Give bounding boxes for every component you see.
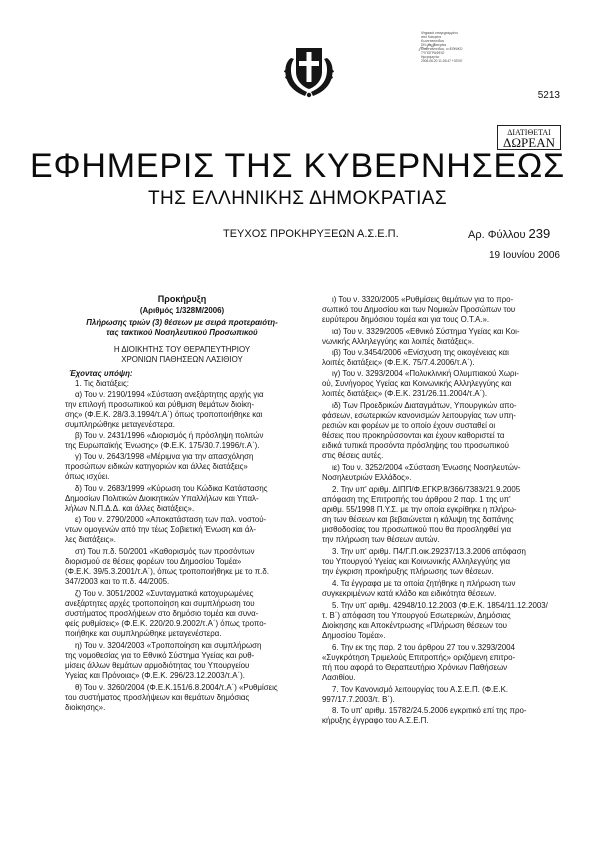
body-line: την έγκριση προκήρυξης πλήρωσης των θέσεων.: [322, 567, 494, 576]
body-line: Υγείας και Πρόνοιας» (Φ.Ε.Κ. 296/23.12.2003/τ.Α΄).: [65, 671, 245, 680]
issue-date: 19 Ιουνίου 2006: [489, 250, 560, 261]
body-line: Λασιθίου.: [322, 673, 356, 682]
body-line: γ) Του ν. 2643/1998 «Μέριμνα για την απασχόληση: [75, 452, 254, 461]
body-line: συστήματος προσλήψεων στο δημόσιο τομέα και συνα-: [65, 609, 259, 618]
body-line: θ) Του ν. 3260/2004 (Φ.Ε.Κ.151/6.8.2004/τ.Α΄) «Ρυθμίσεις: [75, 683, 278, 692]
body-line: την πλήρωση των θέσεων αυτών.: [322, 535, 440, 544]
body-line: ειδικά τυπικά προσόντα πρόσληψης του προσωπικού: [322, 441, 509, 450]
body-line: Δημοσίου Τομέα».: [322, 631, 386, 640]
body-line: β) Του ν. 2431/1996 «Διορισμός ή πρόσληψη πολιτών: [75, 431, 264, 440]
body-line: προσώπων ειδικών κατηγοριών και άλλες διατάξεις»: [65, 462, 248, 471]
sheet-label: Αρ. Φύλλου: [468, 229, 526, 241]
stamp-line: Kωνσταντινίδου, o=ΕΘΝΙΚΟ: [421, 47, 463, 51]
body-line: συμπληρώθηκε μεταγενέστερα.: [65, 420, 175, 429]
body-line: όπως ισχύει.: [65, 472, 110, 481]
body-line: την επιλογή προσωπικού και ρύθμιση θεμάτων διοίκη-: [65, 400, 255, 409]
stamp-line: Kωνσταντινίδου: [421, 39, 445, 43]
body-line: ιδ) Των Προεδρικών Διαταγμάτων, Υπουργικών απο-: [332, 401, 517, 410]
body-line: φάσεων, εσωτερικών κανονισμών λειτουργίας των υπη-: [322, 411, 516, 420]
body-line: 5. Την υπ' αριθμ. 42948/10.12.2003 (Φ.Ε.Κ. 1854/11.12.2003/: [332, 601, 548, 610]
body-line: κήρυξης έγγραφο του Α.Σ.Ε.Π.: [322, 716, 429, 725]
body-line: 347/2003 και το π.δ. 44/2005.: [65, 577, 170, 586]
body-line: μίσεις άλλων θεμάτων αρμοδιότητας του Υπουργείου: [65, 661, 250, 670]
body-line: λήλων Ν.Π.Δ.Δ. και άλλες διατάξεις».: [65, 504, 195, 513]
body-line: α) Του ν. 2190/1994 «Σύσταση ανεξάρτητης αρχής για: [75, 390, 264, 399]
body-line: φείς ρυθμίσεις» (Φ.Ε.Κ. 220/20.9.2002/τ.Α΄) όπως τροπο-: [65, 619, 267, 628]
body-line: σης» (Φ.Ε.Κ. 28/3.3.1994/τ.Α΄) όπως τροποποιήθηκε και: [65, 410, 263, 419]
body-line: 1. Τις διατάξεις:: [75, 379, 129, 388]
body-line: στις θέσεις αυτές.: [322, 451, 384, 460]
body-line: Νοσηλευτριών Ελλάδος».: [322, 473, 412, 482]
body-line: απόφαση της Επιτροπής του άρθρου 2 παρ. 1 της υπ': [322, 495, 511, 504]
sheet-number-group: [468, 227, 550, 242]
body-line: του Υπουργού Υγείας και Κοινωνικής Αλληλεγγύης για: [322, 557, 511, 566]
body-line: (Φ.Ε.Κ. 39/5.3.2001/τ.Α΄), όπως τροποποιήθηκε με το π.δ.: [65, 567, 269, 576]
notice-heading: Προκήρυξη: [157, 294, 207, 304]
body-line: μισθοδοσίας του προσωπικού που θα προσληφθεί για: [322, 525, 512, 534]
body-line: της νομοθεσίας για το Εθνικό Σύστημα Υγείας και ρυθ-: [65, 651, 255, 660]
stamp-line: ΤΥΠΟΓΡΑΦΕΙΟ: [421, 51, 445, 55]
body-line: συγκεκριμένων κατά κλάδο και ειδικότητα θέσεων.: [322, 589, 497, 598]
gazette-title: ΕΦΗΜΕΡΙΣ ΤΗΣ ΚΥΒΕΡΝΗΣΕΩΣ: [30, 147, 565, 185]
body-line: ρεσιών και φορέων με το οποίο έχουν συσταθεί οι: [322, 421, 496, 430]
body-line: λες διατάξεις».: [65, 535, 116, 544]
body-line: στ) Του π.δ. 50/2001 «Καθορισμός των προσόντων: [75, 547, 255, 556]
body-line: 6. Την εκ της παρ. 2 του άρθρου 27 του ν.3293/2004: [332, 643, 515, 652]
page-number: 5213: [537, 90, 560, 101]
body-line: διορισμού σε θέσεις φορέων του Δημοσίου Τομέα»: [65, 557, 242, 566]
body-line: 7. Τον Κανονισμό λειτουργίας του Α.Σ.Ε.Π. (Φ.Ε.Κ.: [332, 685, 509, 694]
body-line: λοιπές διατάξεις» (Φ.Ε.Κ. 75/7.4.2006/τ.Α΄).: [322, 358, 475, 367]
body-line: της Ευρωπαϊκής Ένωσης» (Φ.Ε.Κ. 175/30.7.1996/τ.Α΄).: [65, 441, 260, 450]
badge-top-text: ΔΙΑΤΙΘΕΤΑΙ: [507, 128, 551, 137]
badge-bottom-text: ΔΩΡΕΑΝ: [503, 135, 555, 150]
body-line: ού, Συνήγορος Υγείας και Κοινωνικής Αλληλεγγύης και: [322, 379, 512, 388]
notice-subject-line: τας τακτικού Νοσηλευτικού Προσωπικού: [106, 328, 258, 337]
body-line: 8. Το υπ' αριθμ. 15782/24.5.2006 εγκριτικό επί της προ-: [332, 706, 527, 715]
body-line: 2. Την υπ' αριθμ. ΔΙΠΠ/Φ.ΕΓΚΡ.8/366/7383/21.9.2005: [332, 485, 521, 494]
body-line: λοιπές διατάξεις» (Φ.Ε.Κ. 231/26.11.2004/τ.Α΄).: [322, 389, 488, 398]
body-line: σωπικό του Δημοσίου και των Νομικών Προσώπων του: [322, 305, 516, 314]
coat-of-arms-emblem: [283, 42, 335, 100]
sheet-number: 239: [528, 226, 551, 241]
stamp-line: Ημερομηνία:: [421, 55, 440, 59]
body-line: «Συγκρότηση Τριμελούς Επιτροπής» οριζόμενη επιτρο-: [322, 653, 516, 662]
body-line: 4. Τα έγγραφα με τα οποία ζητήθηκε η πλήρωση των: [332, 579, 516, 588]
body-line: διοίκησης».: [65, 703, 106, 712]
body-line: ια) Του ν. 3329/2005 «Εθνικό Σύστημα Υγείας και Κοι-: [332, 327, 520, 336]
body-line: ευρύτερου δημόσιου τομέα και για τους Ο.Τ.Α.».: [322, 315, 490, 324]
body-line: Δημοσίων Πολιτικών Διοικητικών Υπαλλήλων και Υπαλ-: [65, 494, 259, 503]
body-line: ανεξάρτητες αρχές τροποποίηση και συμπλήρωση του: [65, 599, 255, 608]
notice-number: (Αριθμός 1/328Μ/2006): [139, 306, 225, 315]
body-line: ζ) Του ν. 3051/2002 «Συνταγματικά κατοχυρωμένες: [75, 589, 254, 598]
body-line: η) Του ν. 3204/2003 «Τροποποίηση και συμπλήρωση: [75, 641, 262, 650]
authority-line: Η ΔΙΟΙΚΗΤΗΣ ΤΟΥ ΘΕΡΑΠΕΥΤΗΡΙΟΥ: [113, 345, 251, 354]
body-line: δ) Του ν. 2683/1999 «Κύρωση του Κώδικα Κατάστασης: [75, 484, 268, 493]
issue-type: ΤΕΥΧΟΣ ΠΡΟΚΗΡΥΞΕΩΝ Α.Σ.Ε.Π.: [223, 228, 399, 240]
body-line: ιγ) Του ν. 3293/2004 «Πολυκλινική Ολυμπιακού Χωρι-: [332, 369, 519, 378]
body-line: ντων ομογενών από την τέως Σοβιετική Ένωση και άλ-: [65, 525, 257, 534]
body-line: αριθμ. 55/1998 Π.Υ.Σ. με την οποία εγκρίθηκε η πλήρω-: [322, 505, 517, 514]
stamp-line: Ψηφιακά υπογεγραμμένο: [421, 31, 458, 35]
authority-line: ΧΡΟΝΙΩΝ ΠΑΘΗΣΕΩΝ ΛΑΣΙΘΙΟΥ: [121, 355, 243, 364]
body-line: 997/17.7.2003/τ. Β΄).: [322, 695, 395, 704]
body-line: του συστήματος προσλήψεων και θεμάτων δημόσιας: [65, 693, 250, 702]
body-line: ιε) Του ν. 3252/2004 «Σύσταση Ένωσης Νοσηλευτών-: [332, 463, 521, 472]
body-line: 3. Την υπ' αριθμ. Π4/Γ.Π.οικ.29237/13.3.2006 απόφαση: [332, 547, 526, 556]
body-line: θέσεις που προκηρύσσονται και έχουν καθοριστεί τα: [322, 431, 505, 440]
body-line: τ. Β΄) απόφαση του Υπουργού Εσωτερικών, Δημόσιας: [322, 611, 511, 620]
body-line: ποιήθηκε και συμπληρώθηκε μεταγενέστερα.: [65, 629, 222, 638]
gazette-subtitle: ΤΗΣ ΕΛΛΗΝΙΚΗΣ ΔΗΜΟΚΡΑΤΙΑΣ: [147, 188, 448, 209]
body-line: ση των θέσεων και βεβαιώνεται η κάλυψη της δαπάνης: [322, 515, 514, 524]
stamp-line: 2006.06.20 11:26:47 +03'00': [421, 59, 463, 63]
considering-heading: Έχοντας υπόψη:: [69, 369, 133, 378]
body-line: ε) Του ν. 2790/2000 «Αποκατάσταση των παλ. νοστού-: [75, 515, 267, 524]
body-line: ι) Του ν. 3320/2005 «Ρυθμίσεις θεμάτων για το προ-: [332, 295, 514, 304]
body-line: νωνικής Αλληλεγγύης και λοιπές διατάξεις».: [322, 337, 475, 346]
notice-subject-line: Πλήρωσης τριών (3) θέσεων με σειρά προτεραιότη-: [86, 318, 278, 327]
body-line: πή που αφορά το Θεραπευτήριο Χρόνιων Παθήσεων: [322, 663, 508, 672]
body-line: ιβ) Του ν.3454/2006 «Ενίσχυση της οικογένειας και: [332, 348, 509, 357]
body-line: Διοίκησης και Αποκέντρωσης «Πλήρωση θέσεων του: [322, 621, 507, 630]
stamp-line: από Kατερίνα: [421, 35, 441, 39]
stamp-line: DN: cn=Kατερίνα: [421, 43, 447, 47]
